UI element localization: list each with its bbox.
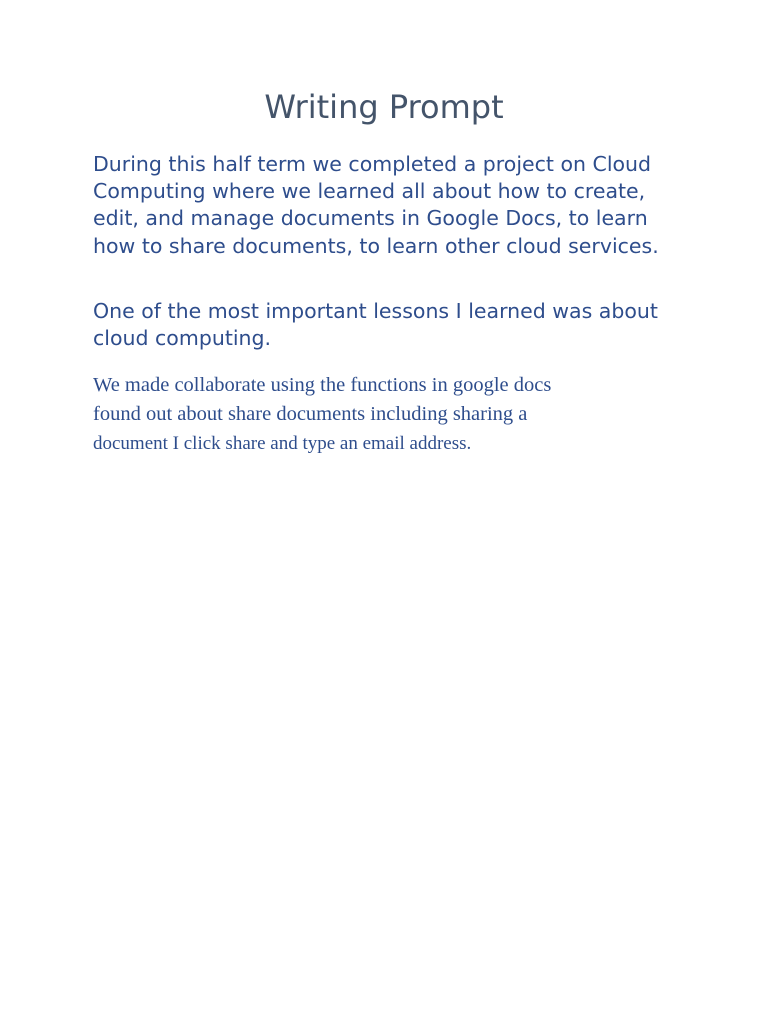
collaboration-line-3: document I click share and type an email address. — [93, 433, 472, 454]
collaboration-line-1: We made collaborate using the functions in google docs — [93, 374, 552, 396]
collaboration-line-2: found out about share documents including sharing a — [93, 403, 528, 425]
paragraph-collaboration — [93, 371, 693, 458]
page-title: Writing Prompt — [264, 88, 504, 126]
paragraph-project-summary: During this half term we completed a project on Cloud Computing where we learned all about how to create, edit, and manage documents in Google Docs, to learn how to share documents, to learn other cloud services. — [93, 152, 659, 258]
paragraph-important-lesson: One of the most important lessons I learned was about cloud computing. — [93, 299, 658, 351]
